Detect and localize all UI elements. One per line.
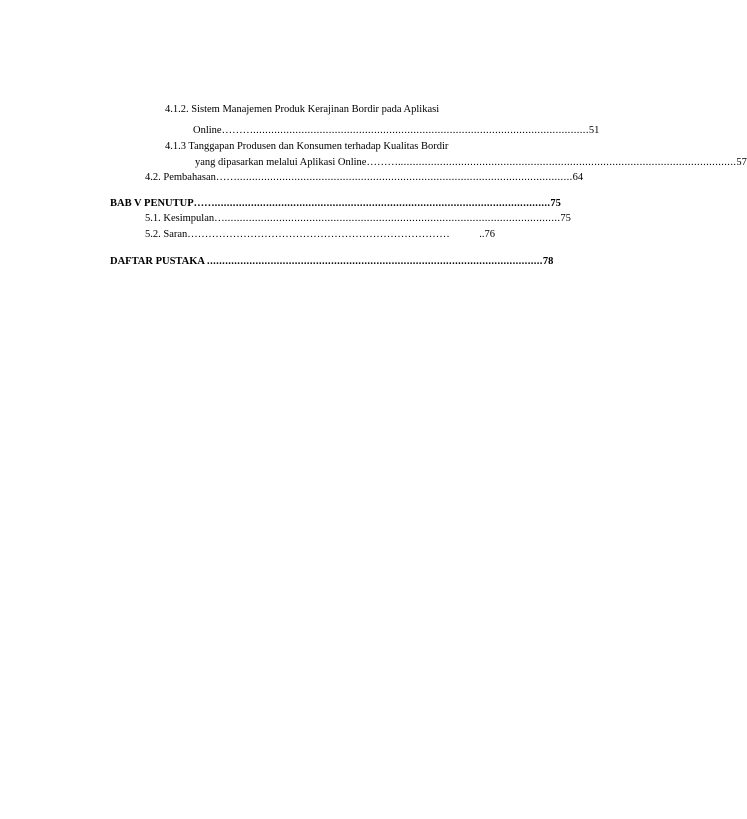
toc-entry-text: Online xyxy=(193,125,222,136)
toc-page-number: 51 xyxy=(588,125,600,136)
toc-entry-4-1-3-line2[interactable] xyxy=(195,156,747,170)
toc-dot-leader: ............................................................................................................... xyxy=(207,256,543,267)
toc-entry-text: yang dipasarkan melalui Aplikasi Online xyxy=(195,157,367,168)
toc-leader-ellipsis: …… xyxy=(193,198,215,209)
toc-entry-text: 4.2. Pembahasan xyxy=(145,172,216,183)
toc-entry-text: 5.2. Saran xyxy=(145,229,188,240)
toc-entry-bab-v[interactable] xyxy=(110,197,561,211)
toc-entry-daftar-pustaka[interactable] xyxy=(110,255,554,269)
toc-page-number: ..76 xyxy=(479,229,495,240)
toc-dot-leader: ............................................................................................................... xyxy=(400,157,737,168)
toc-leader-ellipsis: ……… xyxy=(221,125,254,136)
toc-entry-4-2[interactable] xyxy=(145,171,584,185)
toc-leader-ellipsis: … xyxy=(214,213,225,224)
toc-dot-leader: ............................................................................................................... xyxy=(236,172,573,183)
toc-leader-ellipsis: …… xyxy=(215,172,237,183)
toc-dot-leader: ............................................................................................................... xyxy=(224,213,561,224)
toc-entry-text: 5.1. Kesimpulan xyxy=(145,213,215,224)
toc-page-number: 75 xyxy=(550,198,561,209)
toc-dot-leader: ............................................................................................................... xyxy=(214,198,551,209)
toc-entry-text: BAB V PENUTUP xyxy=(110,198,194,209)
toc-entry-5-2[interactable] xyxy=(145,228,495,242)
toc-dot-leader: ............................................................................................................... xyxy=(253,125,589,136)
toc-entry-4-1-2-line1: 4.1.2. Sistem Manajemen Produk Kerajinan Bordir pada Aplikasi xyxy=(165,104,440,115)
toc-leader-ellipsis: ………. xyxy=(366,157,401,168)
toc-entry-text: DAFTAR PUSTAKA xyxy=(110,256,208,267)
toc-page-number: 64 xyxy=(572,172,584,183)
toc-page-number: 75 xyxy=(560,213,571,224)
toc-entry-4-1-2-line2[interactable] xyxy=(193,124,600,138)
toc-page-number: 57 xyxy=(736,157,747,168)
toc-page-number: 78 xyxy=(542,256,554,267)
toc-leader-ellipsis: ………………………………………………………………… xyxy=(187,229,450,240)
toc-entry-5-1[interactable] xyxy=(145,212,571,226)
toc-entry-4-1-3-line1: 4.1.3 Tanggapan Produsen dan Konsumen terhadap Kualitas Bordir xyxy=(165,141,449,152)
